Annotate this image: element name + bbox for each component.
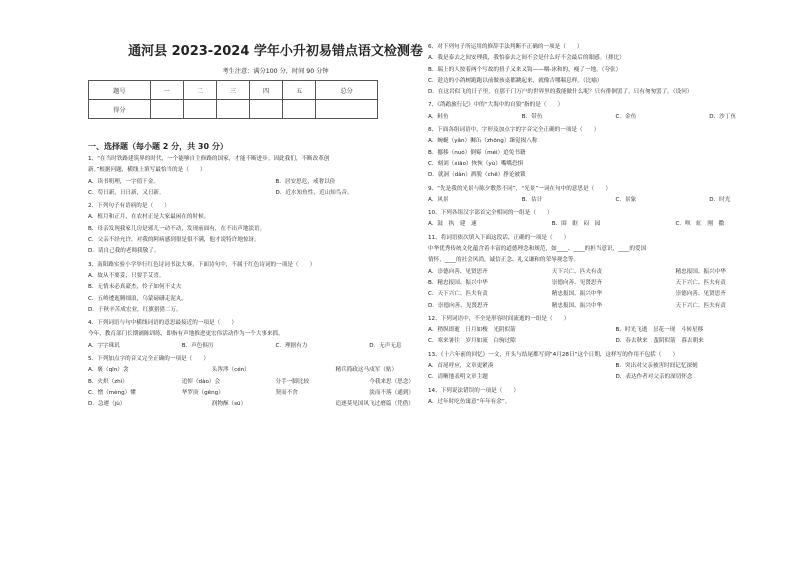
option-part: 精忠报国、振兴中华: [551, 291, 603, 298]
options-row: [428, 361, 794, 372]
score-cell: 四: [250, 81, 283, 100]
question-text: 新。”根据问题，横线上填写最恰当的是（ ）: [88, 167, 206, 174]
options-row: [428, 278, 794, 289]
question-sentence: 情怀，____的社会风尚，诚信正念、礼义谦和的荣辱观念等。: [428, 257, 580, 264]
score-input-cell[interactable]: [216, 100, 249, 119]
option[interactable]: D．千秋辛苦成宏业，红旗猎猎二万。: [88, 306, 182, 313]
question-2: [88, 201, 463, 257]
question-sentence: 中华优秀传统文化蕴含着丰富的道德理念和规范，如____、____的担当意识，____的爱国: [428, 246, 647, 253]
option[interactable]: D．就洞（dàn）洒脱（chě）挣论被锁: [428, 172, 526, 179]
option[interactable]: B．带鱼: [521, 113, 543, 120]
option[interactable]: A．蜿蜒（yǎn）狮缶（zhōng）臻觉揭八称: [428, 138, 538, 145]
option[interactable]: A．褒（qīn）衾: [88, 367, 129, 374]
option[interactable]: D．表达作者对父亲的深切怀念: [615, 374, 693, 381]
score-input-cell[interactable]: [150, 100, 183, 119]
options-row: [428, 289, 794, 300]
question-9: [428, 184, 794, 207]
question-5: [88, 354, 463, 410]
option-part: 润物酥（sū）: [211, 401, 247, 408]
option[interactable]: D．时光: [709, 196, 731, 203]
question-12: [428, 314, 794, 348]
question-4: [88, 318, 463, 352]
option[interactable]: A．字字珠玑: [88, 342, 120, 349]
question-text: 2、下列句子有语病的是（ ）: [88, 203, 170, 210]
question-11: [428, 233, 794, 312]
option[interactable]: A．稍纵即逝 日月如梭 光阴似箭: [428, 327, 516, 334]
option-part: 崇德向善、见贤思齐: [675, 291, 726, 298]
option[interactable]: D．在这岩似飞的日子里，在那千门万户的世界里的我能做什么呢？只有徘徊罢了，只有匆匆罢了。（设问）: [428, 89, 693, 96]
score-cell: 得分: [89, 100, 151, 119]
question-10: [428, 208, 794, 231]
score-header-row: [89, 81, 378, 100]
option[interactable]: A．我是泰去之间安理我，我怕泰去之间不会是什么好不会最后的眼感。（排比）: [428, 55, 625, 62]
question-text: 13、《十六年前的回忆》一文，开头与结尾都写到“4月28日”这个日期，这样写的作用不包括（ ）: [428, 351, 679, 358]
score-input-cell[interactable]: [316, 100, 378, 119]
option[interactable]: C．寒来暑往 岁月如流 白驹过隙: [428, 338, 516, 345]
option-part: 华罗庚（gēng）: [181, 389, 224, 396]
option-part: 头涔涔（cén）: [211, 367, 250, 374]
option[interactable]: D．无声无息: [369, 342, 402, 349]
option-part: 追逐莫见国风飞过磨篇（凭借）: [335, 401, 414, 408]
section-heading: 一、选择题（每小题 2 分，共 30 分）: [88, 142, 228, 151]
options-row: [88, 365, 463, 376]
option[interactable]: D．沙丁鱼: [709, 113, 736, 120]
question-text: 9、“先是我的光景与陈夕敷然不同”，“光景”一词在句中的意思是（ ）: [428, 185, 611, 192]
question-text: 10、下列各组汉字部首完全相同的一组是（ ）: [428, 210, 553, 217]
question-13: [428, 350, 794, 384]
option[interactable]: B．母亲发现我家儿房是邪儿一动不动，发现前面有，在不出声地淡语。: [88, 225, 266, 232]
options-row: [428, 372, 794, 383]
question-text: 14、下列说法错误的一项是（ ）: [428, 387, 520, 394]
question-text: 5、下列加点字的音义完全正确的一项是（ ）: [88, 356, 210, 363]
option[interactable]: D．急遽（jù）: [88, 401, 126, 408]
option[interactable]: A．鼓 执 建 速: [428, 221, 477, 228]
option[interactable]: B．精忠报国、振兴中华: [428, 279, 488, 286]
option-part: 精忠报国、振兴中华: [675, 268, 726, 275]
option-part: 淡而不落（通到）: [369, 389, 415, 396]
options-row: [428, 301, 794, 312]
question-14: [428, 386, 794, 409]
score-cell: 五: [283, 81, 316, 100]
option[interactable]: C．景象: [615, 196, 637, 203]
options-row: [428, 219, 794, 230]
option[interactable]: A．风景: [428, 196, 449, 203]
option[interactable]: A．首尾呼应，文章更紧凑: [428, 363, 494, 370]
option[interactable]: B．声色俱厉: [181, 342, 214, 349]
option[interactable]: C．天下兴亡、匹夫有责: [428, 291, 488, 298]
option-part: 天下兴亡、匹夫有责: [675, 302, 726, 309]
options-row: [88, 388, 463, 399]
options-row: [428, 336, 794, 347]
option[interactable]: D．崇德向善、见贤思齐: [428, 302, 489, 309]
options-row: [428, 325, 794, 336]
question-text: 4、下列词语与句中横线词语的意思最接近的一项是（ ）: [88, 320, 237, 327]
question-text: 7、《鸽鹉旅行记》中的“大海中的自狼”指的是（ ）: [428, 102, 564, 109]
option[interactable]: C．五岭逶迤腾细浪，乌蒙磅礴走泥丸。: [88, 295, 188, 302]
option[interactable]: A．故从不要妥，只要手艾喜。: [88, 272, 165, 279]
options-row: [88, 377, 463, 388]
option-part: 追悼（dào）会: [181, 378, 221, 385]
score-table: [88, 80, 378, 119]
score-input-cell[interactable]: [183, 100, 216, 119]
option[interactable]: C．趁边的小鸽树跑跑以前做孩桌都跳起来，就像吉哪喘息样。（比喻）: [428, 77, 603, 84]
option[interactable]: A．崇德向善、见贤思齐: [428, 268, 488, 275]
score-cell: 总分: [316, 81, 378, 100]
score-cell: 二: [183, 81, 216, 100]
options-row: [88, 399, 463, 410]
left-column: [88, 0, 463, 411]
question-text: 12、下列词语中，不全是形容时间流逝的一组是（ ）: [428, 315, 570, 322]
option[interactable]: C．理据有力: [275, 342, 308, 349]
option[interactable]: D．近水知鱼性，近山知鸟音。: [275, 189, 353, 196]
score-input-cell[interactable]: [283, 100, 316, 119]
right-column: [428, 40, 794, 408]
options-row: [88, 341, 463, 352]
option[interactable]: C．苟日新，日日新，又日新。: [88, 189, 165, 196]
option[interactable]: C．刻刘（xiāo）恢恢（yù）嘴嘴恐惧: [428, 160, 524, 167]
option-part: 精忠报国、振兴中华: [551, 302, 603, 309]
options-row: [428, 195, 794, 206]
option[interactable]: C．金鱼: [615, 113, 637, 120]
option-part: 天下兴亡、匹夫有责: [675, 279, 726, 286]
option[interactable]: C．父亲不经允许，对我的阿病感到很是很不满，他才说特许地惊讶。: [88, 237, 260, 244]
option[interactable]: A．植月和正月，在农村正是大家最闲在的时候。: [88, 214, 210, 221]
option[interactable]: C．憎（mèng）懂: [88, 389, 136, 396]
option[interactable]: C．呗 虹 刚 撒: [675, 221, 725, 228]
option-part: 今我来思（思念）: [369, 378, 415, 385]
option-part: 契而不舍: [275, 389, 298, 396]
option[interactable]: A．鲑鱼: [428, 113, 449, 120]
question-6: [428, 42, 794, 98]
option[interactable]: D．请自己我的老师我敬了。: [88, 248, 160, 255]
question-3: [88, 260, 463, 316]
question-text: 6、对下列句子所运用的修辞手法判断不正确的一项是（ ）: [428, 44, 583, 50]
question-7: [428, 100, 794, 123]
option[interactable]: B．居安思危，戒奢以俭: [275, 178, 336, 185]
score-value-row: [89, 100, 378, 119]
option[interactable]: A．读书明理，一字值千金。: [88, 178, 159, 185]
question-1: [88, 154, 463, 199]
option[interactable]: B．瑞上的人按着两个写故的扭子又来又钩——咽-冰和的，瘦了一地。（夸张）: [428, 66, 622, 73]
question-text: 11、将词语依次填入下面这段话，正确的一项是（ ）: [428, 234, 570, 241]
question-8: [428, 125, 794, 181]
score-input-cell[interactable]: [250, 100, 283, 119]
option-part: 精兵简政这马戍军（贴）: [335, 367, 398, 374]
option-part: 分手一脚比较: [275, 378, 310, 385]
page-title: 通河县 2023-2024 学年小升初易错点语文检测卷: [128, 44, 423, 59]
option-part: 天下兴亡、匹夫有责: [551, 268, 603, 275]
exam-note: 考生注意：满分100 分，时间 90 分钟: [222, 68, 329, 75]
question-text: 1、“在当时铁路建筑界的时代，一个能够自主修路的国家，才能不断进步。因此我们，不断改革创: [88, 156, 330, 162]
options-row: [428, 267, 794, 278]
score-cell: 一: [150, 81, 183, 100]
score-cell: 题号: [89, 81, 151, 100]
question-text: 3、南阳路实验小学举行红色诗词书法大赛，下面诗句中，不属于红色诗词的一项是（ ）: [88, 261, 316, 268]
option[interactable]: A．过年时吃鱼寓意“年年有余”。: [428, 398, 511, 405]
score-cell: 三: [216, 81, 249, 100]
options-row: [428, 112, 794, 123]
option-part: 崇德向善、见贤思齐: [551, 279, 603, 286]
question-text: 8、下面各组词语中，字形及加点字的字音完全正确的一项是（ ）: [428, 127, 600, 134]
option[interactable]: B．挪移（nuó）倒霉（méi）追免书籍: [428, 149, 526, 156]
option[interactable]: C．清晰地表明文章主题: [428, 374, 488, 381]
option[interactable]: B．估计: [521, 196, 543, 203]
option[interactable]: D．春去秋来 蜚阴似箭 暮去朝来: [615, 338, 704, 345]
options-row: [88, 177, 463, 188]
question-sentence: 今年，教育部门长期铺陈训练，即指有声地推进更宏伟活动作为一个大事来抓。: [88, 331, 284, 338]
options-row: [88, 188, 463, 199]
option[interactable]: B．时光飞逝 昙花一现 斗转星移: [615, 327, 704, 334]
option[interactable]: B．围 眶 闷 园: [551, 221, 601, 228]
option[interactable]: B．无情未必真豪杰，怜子如何不丈夫: [88, 284, 182, 291]
option[interactable]: B．火炽（zhì）: [88, 378, 128, 385]
option[interactable]: B．突出对父亲被害时间记忆深刻: [615, 363, 698, 370]
